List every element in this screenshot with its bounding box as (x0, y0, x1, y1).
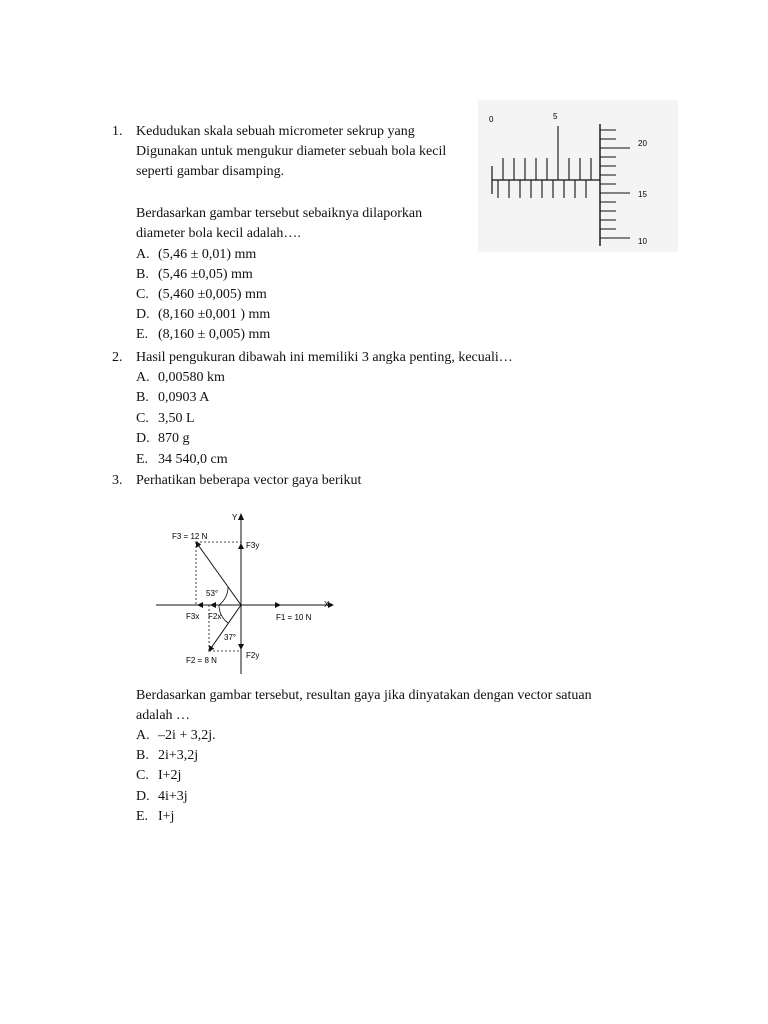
question-3-line: adalah … (136, 708, 191, 723)
q1-option-e-letter: E. (136, 327, 149, 342)
f3-label: F3 = 12 N (172, 532, 208, 541)
micrometer-figure (478, 100, 678, 252)
f1-label: F1 = 10 N (276, 613, 312, 622)
q3-option-e-letter: E. (136, 809, 149, 824)
q3-option-b-letter: B. (136, 748, 149, 763)
q2-option-c: 3,50 L (158, 411, 195, 426)
q2-option-d: 870 g (158, 431, 190, 446)
f2-label: F2 = 8 N (186, 656, 217, 665)
q2-option-a: 0,00580 km (158, 370, 225, 385)
q1-option-a: (5,46 ± 0,01) mm (158, 247, 257, 262)
question-1-number: 1. (112, 124, 123, 139)
q3-option-a-letter: A. (136, 728, 150, 743)
q1-option-b: (5,46 ±0,05) mm (158, 267, 253, 282)
q2-option-d-letter: D. (136, 431, 150, 446)
q3-option-c-letter: C. (136, 768, 149, 783)
q3-option-e: I+j (158, 809, 175, 824)
y-axis-label: Y (232, 513, 238, 522)
q2-option-c-letter: C. (136, 411, 149, 426)
question-1-line: diameter bola kecil adalah…. (136, 226, 301, 241)
q2-option-b: 0,0903 A (158, 390, 210, 405)
q3-option-b: 2i+3,2j (158, 748, 199, 763)
q1-option-c: (5,460 ±0,005) mm (158, 287, 267, 302)
force-vector-figure (150, 508, 340, 680)
f2y-label: F2y (246, 651, 260, 660)
q2-option-b-letter: B. (136, 390, 149, 405)
q3-option-d-letter: D. (136, 789, 150, 804)
q2-option-e-letter: E. (136, 452, 149, 467)
q3-option-a: –2i + 3,2j. (158, 728, 216, 743)
f2x-label: F2x (208, 612, 222, 621)
main-scale-label-0: 0 (489, 115, 494, 124)
thimble-label-15: 15 (638, 190, 647, 199)
q3-option-c: I+2j (158, 768, 182, 783)
q3-option-d: 4i+3j (158, 789, 188, 804)
q2-option-e: 34 540,0 cm (158, 452, 228, 467)
question-2-text: Hasil pengukuran dibawah ini memiliki 3 angka penting, kecuali… (136, 350, 513, 365)
x-axis-label: X (324, 600, 330, 609)
question-3-line: Berdasarkan gambar tersebut, resultan gaya jika dinyatakan dengan vector satuan (136, 688, 592, 703)
question-3-number: 3. (112, 473, 123, 488)
question-1-line: Digunakan untuk mengukur diameter sebuah bola kecil (136, 144, 447, 159)
q1-option-c-letter: C. (136, 287, 149, 302)
q1-option-e: (8,160 ± 0,005) mm (158, 327, 271, 342)
question-1-line: seperti gambar disamping. (136, 164, 285, 179)
angle-37-label: 37° (224, 633, 237, 642)
q1-option-b-letter: B. (136, 267, 149, 282)
thimble-label-20: 20 (638, 139, 647, 148)
main-scale-label-5: 5 (553, 112, 558, 121)
question-1-line: Berdasarkan gambar tersebut sebaiknya dilaporkan (136, 206, 423, 221)
q2-option-a-letter: A. (136, 370, 150, 385)
q1-option-d: (8,160 ±0,001 ) mm (158, 307, 271, 322)
question-2-number: 2. (112, 350, 123, 365)
q1-option-d-letter: D. (136, 307, 150, 322)
f3y-label: F3y (246, 541, 260, 550)
f3x-label: F3x (186, 612, 200, 621)
question-3-text: Perhatikan beberapa vector gaya berikut (136, 473, 362, 488)
angle-53-label: 53° (206, 589, 219, 598)
question-1-line: Kedudukan skala sebuah micrometer sekrup yang (136, 124, 415, 139)
q1-option-a-letter: A. (136, 247, 150, 262)
thimble-label-10: 10 (638, 237, 647, 246)
